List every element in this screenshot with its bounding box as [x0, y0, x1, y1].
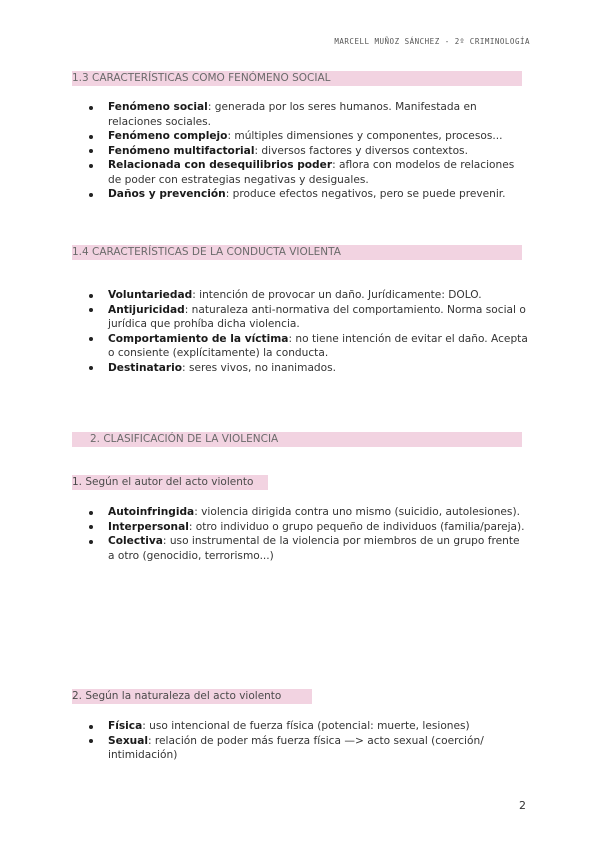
- item-text: : múltiples dimensiones y componentes, procesos...: [227, 130, 503, 142]
- item-term: Voluntariedad: [108, 289, 193, 301]
- item-term: Fenómeno social: [108, 101, 208, 113]
- bullet-list-naturaleza: [108, 719, 528, 763]
- item-text: : intención de provocar un daño. Jurídicamente: DOLO.: [192, 289, 482, 301]
- list-item: [108, 361, 528, 376]
- section-title-2: 2. CLASIFICACIÓN DE LA VIOLENCIA: [72, 432, 522, 447]
- subsection-title-autor: 1. Según el autor del acto violento: [72, 475, 268, 490]
- list-item: [108, 534, 528, 563]
- item-term: Daños y prevención: [108, 188, 226, 200]
- item-text: : diversos factores y diversos contextos.: [254, 144, 468, 157]
- item-term: Física: [108, 720, 143, 732]
- item-term: Antijuricidad: [108, 303, 185, 316]
- list-item: [108, 129, 528, 144]
- item-term: Colectiva: [108, 535, 163, 547]
- item-text: : aflora con modelos de relaciones de poder con estrategias negativas y desiguales.: [108, 159, 515, 186]
- item-term: Fenómeno multifactorial: [108, 144, 255, 157]
- item-text: : otro individuo o grupo pequeño de individuos (familia/pareja).: [188, 520, 525, 533]
- bullet-list-1-4: [108, 288, 528, 375]
- item-term: Sexual: [108, 734, 148, 747]
- item-term: Interpersonal: [108, 520, 189, 533]
- bullet-list-1-3: [108, 100, 528, 202]
- list-item: [108, 505, 528, 520]
- subsection-title-naturaleza: 2. Según la naturaleza del acto violento: [72, 689, 312, 704]
- item-text: : seres vivos, no inanimados.: [182, 361, 337, 374]
- list-item: [108, 288, 528, 303]
- item-text: : uso intencional de fuerza física (potencial: muerte, lesiones): [142, 720, 470, 732]
- bullet-list-autor: [108, 505, 528, 563]
- list-item: [108, 187, 528, 202]
- item-term: Relacionada con desequilibrios poder: [108, 159, 333, 171]
- item-text: : violencia dirigida contra uno mismo (suicidio, autolesiones).: [194, 506, 520, 518]
- item-text: : relación de poder más fuerza física —> acto sexual (coerción/ intimidación): [108, 734, 484, 761]
- list-item: [108, 100, 528, 129]
- item-text: : no tiene intención de evitar el daño. Acepta o consiente (explícitamente) la conducta.: [108, 332, 528, 359]
- item-text: : produce efectos negativos, pero se puede prevenir.: [225, 188, 506, 200]
- list-item: [108, 303, 528, 332]
- item-text: : generada por los seres humanos. Manifestada en relaciones sociales.: [108, 101, 477, 128]
- section-title-1-3: 1.3 CARACTERÍSTICAS COMO FENÓMENO SOCIAL: [72, 71, 522, 86]
- list-item: [108, 332, 528, 361]
- page-number: 2: [519, 799, 526, 812]
- list-item: [108, 144, 528, 159]
- item-term: Autoinfringida: [108, 506, 195, 518]
- list-item: [108, 158, 528, 187]
- item-term: Fenómeno complejo: [108, 130, 228, 142]
- list-item: [108, 719, 528, 734]
- page-header: MARCELL MUÑOZ SÁNCHEZ - 2º CRIMINOLOGÍA: [334, 37, 530, 46]
- list-item: [108, 520, 528, 535]
- section-title-1-4: 1.4 CARACTERÍSTICAS DE LA CONDUCTA VIOLENTA: [72, 245, 522, 260]
- item-text: : uso instrumental de la violencia por miembros de un grupo frente a otro (genocidio, terrorismo...): [108, 535, 520, 562]
- item-term: Destinatario: [108, 361, 183, 374]
- list-item: [108, 734, 528, 763]
- item-text: : naturaleza anti-normativa del comportamiento. Norma social o jurídica que prohíba dicha violencia.: [108, 303, 526, 330]
- item-term: Comportamiento de la víctima: [108, 332, 289, 345]
